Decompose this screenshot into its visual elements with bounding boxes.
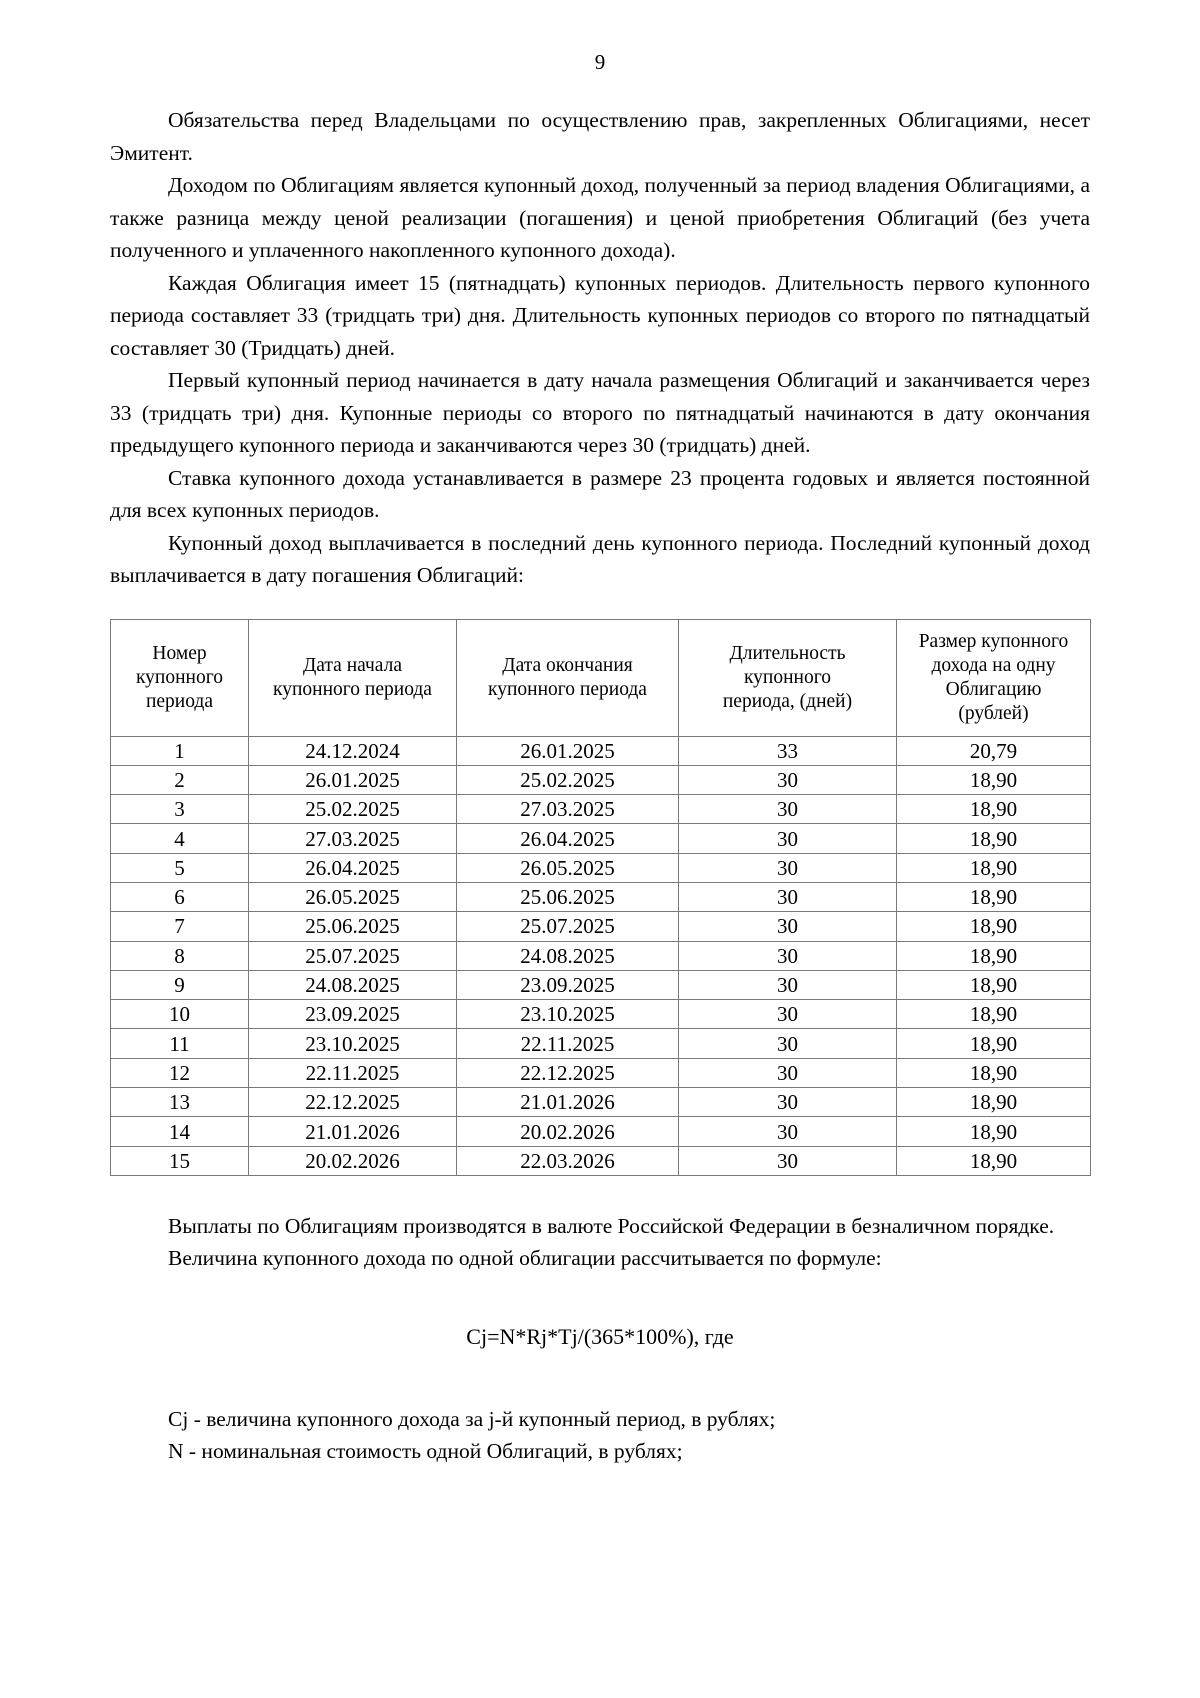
table-row (111, 1029, 1091, 1058)
cell-start-date: 25.06.2025 (249, 912, 457, 941)
cell-end-date: 23.10.2025 (457, 1000, 679, 1029)
cell-start-date: 23.10.2025 (249, 1029, 457, 1058)
cell-period-number: 12 (111, 1058, 249, 1087)
cell-end-date: 23.09.2025 (457, 970, 679, 999)
coupon-formula: Cj=N*Rj*Tj/(365*100%), где (466, 1323, 734, 1349)
definition-line: Cj - величина купонного дохода за j-й купонный период, в рублях; (168, 1406, 776, 1431)
cell-period-number: 11 (111, 1029, 249, 1058)
cell-end-date: 21.01.2026 (457, 1088, 679, 1117)
cell-start-date: 22.11.2025 (249, 1058, 457, 1087)
cell-period-number: 13 (111, 1088, 249, 1117)
formula-definitions (110, 1403, 1090, 1468)
coupon-schedule-table-wrapper (110, 619, 1090, 1176)
cell-end-date: 26.05.2025 (457, 853, 679, 882)
cell-duration-days: 30 (679, 912, 897, 941)
table-row (111, 824, 1091, 853)
cell-duration-days: 30 (679, 1146, 897, 1175)
cell-coupon-amount: 18,90 (897, 941, 1091, 970)
cell-period-number: 7 (111, 912, 249, 941)
cell-duration-days: 30 (679, 1029, 897, 1058)
cell-start-date: 21.01.2026 (249, 1117, 457, 1146)
table-row (111, 1000, 1091, 1029)
table-body (111, 736, 1091, 1175)
cell-start-date: 27.03.2025 (249, 824, 457, 853)
column-header-end-date: Дата окончания купонного периода (457, 619, 679, 736)
cell-period-number: 14 (111, 1117, 249, 1146)
cell-duration-days: 30 (679, 795, 897, 824)
table-row (111, 1146, 1091, 1175)
cell-end-date: 25.07.2025 (457, 912, 679, 941)
cell-end-date: 24.08.2025 (457, 941, 679, 970)
cell-end-date: 25.06.2025 (457, 882, 679, 911)
cell-duration-days: 30 (679, 1058, 897, 1087)
page-number: 9 (594, 50, 606, 74)
cell-coupon-amount: 18,90 (897, 1058, 1091, 1087)
paragraph: Каждая Облигация имеет 15 (пятнадцать) купонных периодов. Длительность первого купонного периода составляет 33 (тридцать три) дня. Длительность купонных периодов со второго по пятнадцатый составляет 30 (Тридцать) дней. (110, 270, 1090, 360)
cell-coupon-amount: 18,90 (897, 1117, 1091, 1146)
table-head (111, 619, 1091, 736)
table-row (111, 795, 1091, 824)
cell-coupon-amount: 18,90 (897, 882, 1091, 911)
cell-end-date: 26.01.2025 (457, 736, 679, 765)
paragraph: Ставка купонного дохода устанавливается в размере 23 процента годовых и является постоянной для всех купонных периодов. (110, 465, 1090, 522)
cell-duration-days: 30 (679, 941, 897, 970)
cell-period-number: 1 (111, 736, 249, 765)
cell-period-number: 4 (111, 824, 249, 853)
table-row (111, 1058, 1091, 1087)
cell-period-number: 15 (111, 1146, 249, 1175)
table-header-row (111, 619, 1091, 736)
table-row (111, 970, 1091, 999)
cell-start-date: 26.05.2025 (249, 882, 457, 911)
paragraph: Первый купонный период начинается в дату начала размещения Облигаций и заканчивается через 33 (тридцать три) дня. Купонные периоды со второго по пятнадцатый начинаются в дату окончания предыдущего купонного периода и заканчиваются через 30 (тридцать) дней. (110, 368, 1090, 457)
cell-start-date: 26.04.2025 (249, 853, 457, 882)
cell-coupon-amount: 18,90 (897, 1146, 1091, 1175)
table-row (111, 1117, 1091, 1146)
table-row (111, 736, 1091, 765)
paragraph: Купонный доход выплачивается в последний день купонного периода. Последний купонный доход выплачивается в дату погашения Облигаций: (110, 530, 1090, 587)
cell-start-date: 22.12.2025 (249, 1088, 457, 1117)
cell-coupon-amount: 18,90 (897, 912, 1091, 941)
cell-coupon-amount: 18,90 (897, 795, 1091, 824)
column-header-duration-days: Длительность купонного периода, (дней) (679, 619, 897, 736)
paragraph: Величина купонного дохода по одной облигации рассчитывается по формуле: (168, 1246, 882, 1271)
cell-end-date: 25.02.2025 (457, 765, 679, 794)
cell-coupon-amount: 18,90 (897, 765, 1091, 794)
paragraph: Обязательства перед Владельцами по осуществлению прав, закрепленных Облигациями, несет Эмитент. (110, 108, 1090, 165)
cell-start-date: 26.01.2025 (249, 765, 457, 794)
cell-duration-days: 30 (679, 765, 897, 794)
cell-coupon-amount: 18,90 (897, 970, 1091, 999)
cell-coupon-amount: 18,90 (897, 1088, 1091, 1117)
cell-duration-days: 30 (679, 1117, 897, 1146)
cell-period-number: 6 (111, 882, 249, 911)
cell-coupon-amount: 20,79 (897, 736, 1091, 765)
column-header-start-date: Дата начала купонного периода (249, 619, 457, 736)
cell-end-date: 22.12.2025 (457, 1058, 679, 1087)
cell-start-date: 23.09.2025 (249, 1000, 457, 1029)
column-header-period-number: Номер купонного периода (111, 619, 249, 736)
cell-end-date: 22.11.2025 (457, 1029, 679, 1058)
cell-period-number: 2 (111, 765, 249, 794)
paragraph: Выплаты по Облигациям производятся в валюте Российской Федерации в безналичном порядке. (168, 1213, 1055, 1238)
table-row (111, 941, 1091, 970)
cell-period-number: 10 (111, 1000, 249, 1029)
column-header-coupon-amount: Размер купонного дохода на одну Облигацию (рублей) (897, 619, 1091, 736)
post-table-paragraphs (110, 1210, 1090, 1275)
table-row (111, 853, 1091, 882)
cell-start-date: 20.02.2026 (249, 1146, 457, 1175)
cell-end-date: 20.02.2026 (457, 1117, 679, 1146)
cell-end-date: 22.03.2026 (457, 1146, 679, 1175)
cell-coupon-amount: 18,90 (897, 853, 1091, 882)
cell-duration-days: 30 (679, 824, 897, 853)
coupon-schedule-table (110, 619, 1091, 1176)
cell-duration-days: 30 (679, 970, 897, 999)
cell-duration-days: 33 (679, 736, 897, 765)
cell-duration-days: 30 (679, 1088, 897, 1117)
cell-end-date: 27.03.2025 (457, 795, 679, 824)
cell-period-number: 3 (111, 795, 249, 824)
cell-coupon-amount: 18,90 (897, 824, 1091, 853)
definition-line: N - номинальная стоимость одной Облигаций, в рублях; (168, 1439, 683, 1464)
cell-duration-days: 30 (679, 882, 897, 911)
table-row (111, 882, 1091, 911)
cell-duration-days: 30 (679, 853, 897, 882)
cell-period-number: 9 (111, 970, 249, 999)
paragraph: Доходом по Облигациям является купонный доход, полученный за период владения Облигациями, а также разница между ценой реализации (погашения) и ценой приобретения Облигаций (без учета полученного и уплаченного накопленного купонного дохода). (110, 173, 1090, 262)
intro-paragraphs (110, 104, 1090, 592)
document-body (110, 104, 1090, 1468)
cell-period-number: 8 (111, 941, 249, 970)
cell-end-date: 26.04.2025 (457, 824, 679, 853)
table-row (111, 912, 1091, 941)
table-row (111, 1088, 1091, 1117)
cell-start-date: 25.07.2025 (249, 941, 457, 970)
cell-duration-days: 30 (679, 1000, 897, 1029)
cell-start-date: 24.08.2025 (249, 970, 457, 999)
cell-period-number: 5 (111, 853, 249, 882)
cell-start-date: 25.02.2025 (249, 795, 457, 824)
cell-coupon-amount: 18,90 (897, 1000, 1091, 1029)
cell-coupon-amount: 18,90 (897, 1029, 1091, 1058)
cell-start-date: 24.12.2024 (249, 736, 457, 765)
table-row (111, 765, 1091, 794)
